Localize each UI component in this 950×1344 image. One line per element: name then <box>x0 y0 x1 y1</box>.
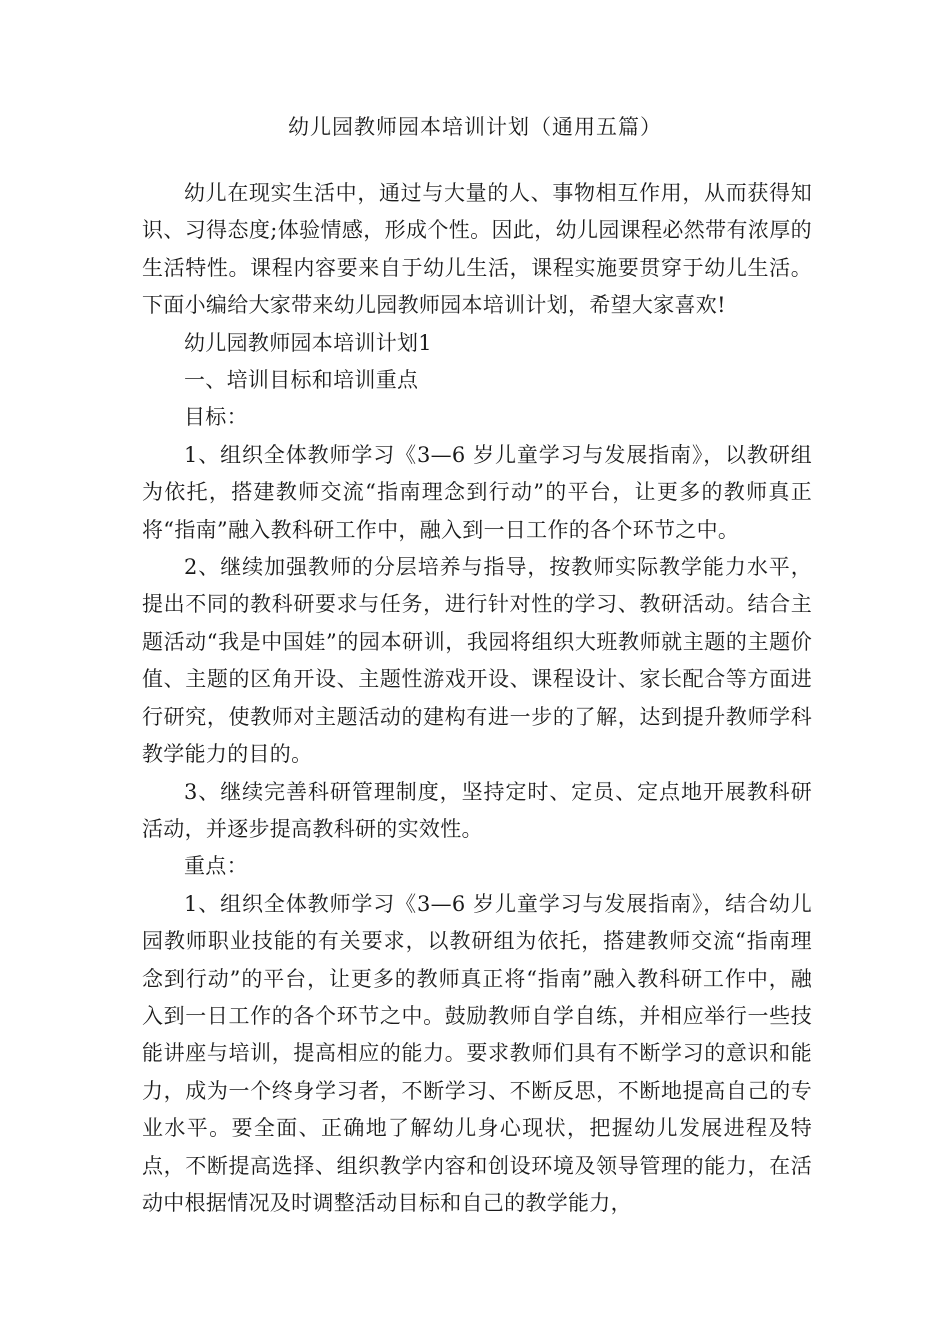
document-title: 幼儿园教师园本培训计划（通用五篇） <box>288 115 662 139</box>
subheading-targets: 目标： <box>184 405 248 430</box>
section-heading-plan-1: 幼儿园教师园本培训计划1 <box>184 330 432 355</box>
target-item-1: 1、组织全体教师学习《3—6 岁儿童学习与发展指南》，以教研组为依托，搭建教师交流“指南理念到行动”的平台，让更多的教师真正将“指南”融入教科研工作中，融入到一日工作的各个环节之中。 <box>142 442 812 542</box>
document-body <box>142 175 812 1222</box>
intro-paragraph: 幼儿在现实生活中，通过与大量的人、事物相互作用，从而获得知识、习得态度;体验情感，形成个性。因此，幼儿园课程必然带有浓厚的生活特性。课程内容要来自于幼儿生活，课程实施要贯穿于幼儿生活。下面小编给大家带来幼儿园教师园本培训计划，希望大家喜欢! <box>142 181 812 318</box>
subheading-focus: 重点： <box>184 854 248 879</box>
target-item-3: 3、继续完善科研管理制度，坚持定时、定员、定点地开展教科研活动，并逐步提高教科研的实效性。 <box>142 779 812 841</box>
focus-item-1: 1、组织全体教师学习《3—6 岁儿童学习与发展指南》，结合幼儿园教师职业技能的有关要求，以教研组为依托，搭建教师交流“指南理念到行动”的平台，让更多的教师真正将“指南”融入教科研工作中，融入到一日工作的各个环节之中。鼓励教师自学自练，并相应举行一些技能讲座与培训，提高相应的能力。要求教师们具有不断学习的意识和能力，成为一个终身学习者，不断学习、不断反思，不断地提高自己的专业水平。要全面、正确地了解幼儿身心现状，把握幼儿发展进程及特点，不断提高选择、组织教学内容和创设环境及领导管理的能力，在活动中根据情况及时调整活动目标和自己的教学能力， <box>142 891 812 1215</box>
target-item-2: 2、继续加强教师的分层培养与指导，按教师实际教学能力水平，提出不同的教科研要求与任务，进行针对性的学习、教研活动。结合主题活动“我是中国娃”的园本研训，我园将组织大班教师就主题的主题价值、主题的区角开设、主题性游戏开设、课程设计、家长配合等方面进行研究，使教师对主题活动的建构有进一步的了解，达到提升教师学科教学能力的目的。 <box>142 555 812 767</box>
section-heading-goals: 一、培训目标和培训重点 <box>184 368 419 393</box>
